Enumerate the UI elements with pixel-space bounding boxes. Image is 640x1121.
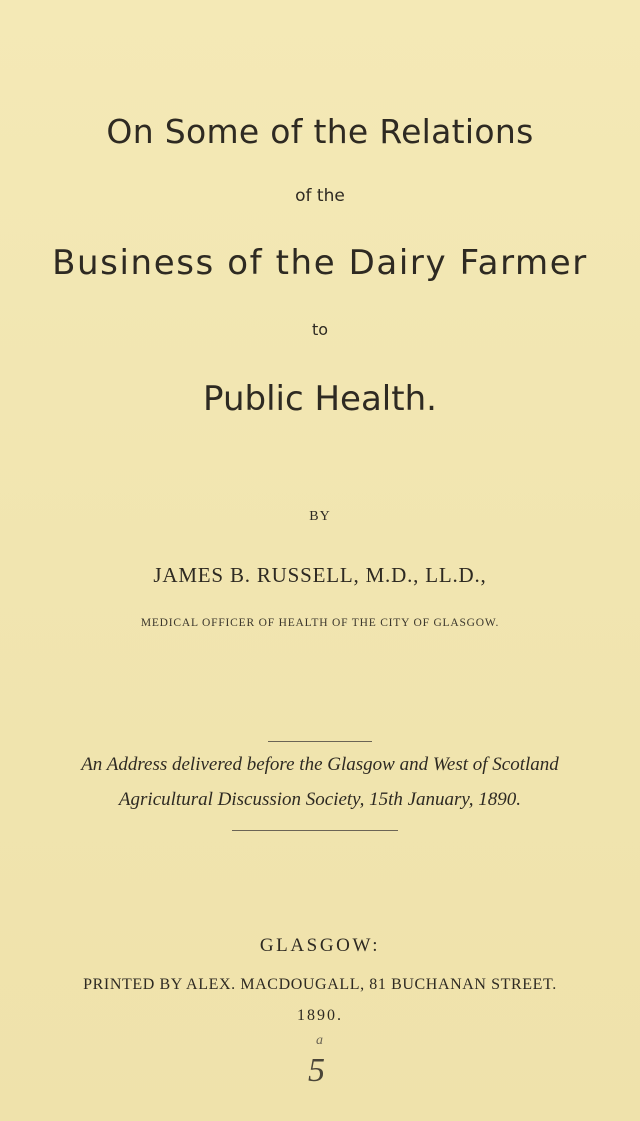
divider-rule-bottom [232, 830, 398, 831]
title-line-2: Business of the Dairy Farmer [52, 243, 588, 283]
address-line-2: Agricultural Discussion Society, 15th January, 1890. [118, 789, 522, 810]
byline-by: BY [309, 509, 331, 524]
title-connector-to: to [311, 320, 329, 339]
imprint-city: GLASGOW: [259, 935, 381, 956]
handwritten-mark-a: a [316, 1033, 323, 1048]
handwritten-mark-5: 5 [308, 1052, 325, 1089]
author-office: MEDICAL OFFICER OF HEALTH OF THE CITY OF GLASGOW. [140, 617, 500, 629]
imprint-year: 1890. [297, 1007, 343, 1024]
author-name: JAMES B. RUSSELL, M.D., LL.D., [153, 563, 487, 587]
imprint-printer: PRINTED BY ALEX. MACDOUGALL, 81 BUCHANAN STREET. [83, 976, 557, 993]
title-line-3: Public Health. [203, 379, 437, 419]
title-line-1: On Some of the Relations [106, 112, 534, 151]
title-connector-of-the: of the [295, 186, 345, 206]
address-line-1: An Address delivered before the Glasgow and West of Scotland [81, 754, 559, 775]
divider-rule-top [268, 741, 372, 742]
